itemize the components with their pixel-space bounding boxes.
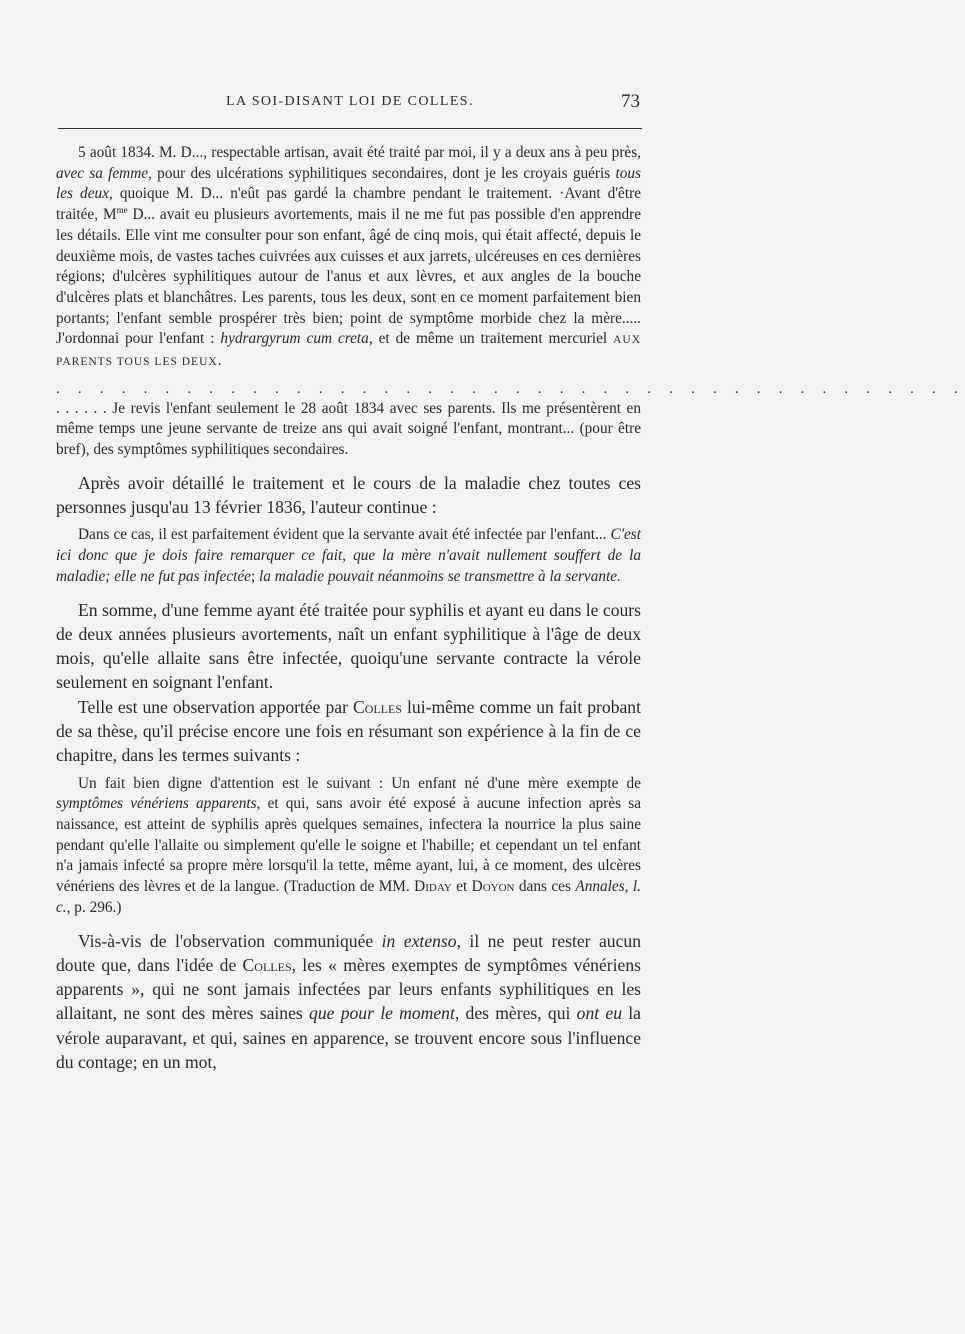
- text-span: dans ces: [514, 878, 576, 896]
- italic-span: symptômes vénériens apparents: [56, 795, 257, 813]
- text-span: , et de même un traitement mercuriel: [368, 330, 614, 348]
- italic-span: avec sa femme: [56, 164, 149, 182]
- summary-paragraph: En somme, d'une femme ayant été traitée pour syphilis et ayant eu dans le cours de deux années plusieurs avortements, naît un enfant syphilitique à l'âge de deux mois, qu'elle allaite sans être infectée, quoiqu'une servante contracte la vérole seulement en soignant l'enfant.: [56, 599, 641, 693]
- small-caps-span: Doyon: [471, 878, 515, 896]
- text-span: la vérole auparavant, et qui, saines en apparence, se trouvent encore sous l'influence du contage; en un mot,: [56, 1003, 641, 1073]
- text-span: Telle est une observation apportée par: [78, 696, 353, 717]
- case-observation-paragraph: [56, 143, 641, 373]
- text-span: , il ne peut rester aucun doute que, dans l'idée de: [56, 930, 641, 975]
- text-span: D... avait eu plusieurs avortements, mais il ne me fut pas possible d'en apprendre les détails. Elle vint me consulter pour son enfant, âgé de cinq mois, qui était affecté, depuis le deuxième mois, de vastes taches cuivrées aux cuisses et aux jarrets, ulcéreuses en ces dernières régions; d'ulcères syphilitiques autour de l'anus et aux lèvres, et aux angles de la bouche d'ulcères plats et blanchâtres. Les parents, tous les deux, sont en ce moment parfaitement bien portants; l'enfant semble prospérer très bien; point de symptôme morbide chez la mère..... J'ordonnai pour l'enfant :: [56, 206, 641, 348]
- italic-span: in extenso: [381, 930, 457, 951]
- text-span: , les « mères exemptes de symptômes vénériens apparents », qui ne sont jamais infectées par leurs enfants syphilitiques en les allaitant, ne sont des mères saines: [56, 954, 641, 1024]
- caps-span: AUX PARENTS TOUS LES DEUX: [56, 334, 642, 369]
- italic-span: hydrargyrum cum creta: [220, 330, 369, 348]
- colles-thesis-paragraph: [56, 695, 641, 768]
- case-followup-paragraph: . . . . . . Je revis l'enfant seulement le 28 août 1834 avec ses parents. Ils me présentèrent en même temps une jeune servante de treize ans qui avait soigné l'enfant, montrant... (pour être bref), des symptômes syphilitiques secondaires.: [56, 399, 641, 459]
- italic-span: C'est ici donc que je dois faire remarquer ce fait, que la mère n'avait nullement souffert de la maladie; elle ne fut pas infectée: [56, 526, 641, 585]
- page-number: 73: [621, 91, 640, 112]
- text-span: , p. 296.): [66, 898, 122, 916]
- quote-paragraph: [56, 525, 641, 587]
- small-caps-span: Colles: [242, 954, 292, 975]
- italic-span: tous les deux: [56, 164, 641, 203]
- ellipsis-line: . . . . . . . . . . . . . . . . . . . . . . . . . . . . . . . . . . . . . . . . . .: [56, 380, 965, 397]
- text-span: Dans ce cas, il est parfaitement évident que la servante avait été infectée par l'enfant...: [78, 526, 611, 544]
- text-span: , des mères, qui: [454, 1003, 577, 1024]
- colles-quote-paragraph: [56, 774, 641, 919]
- text-span: Un fait bien digne d'attention est le suivant : Un enfant né d'une mère exempte de: [78, 774, 641, 792]
- text-span: .: [217, 352, 222, 370]
- text-span: lui-même comme un fait probant de sa thèse, qu'il précise encore une fois en résumant son expérience à la fin de ce chapitre, dans les termes suivants :: [56, 696, 641, 766]
- italic-span: ont eu: [576, 1003, 623, 1024]
- text-span: , pour des ulcérations syphilitiques secondaires, dont je les croyais guéris: [148, 164, 616, 182]
- running-title: LA SOI-DISANT LOI DE COLLES.: [226, 94, 474, 109]
- text-span: , quoique M. D... n'eût pas gardé la chambre pendant le traitement. ·Avant d'être traitée, M: [56, 185, 641, 224]
- italic-span: la maladie pouvait néanmoins se transmettre à la servante.: [259, 567, 621, 585]
- text-span: Vis-à-vis de l'observation communiquée: [78, 930, 382, 951]
- page-body: [56, 143, 965, 1074]
- italic-span: Annales, l. c.: [56, 878, 641, 916]
- text-span: ;: [250, 567, 260, 585]
- text-span: 5 août 1834. M. D..., respectable artisan, avait été traité par moi, il y a deux ans à peu près,: [78, 144, 641, 161]
- page-header: [60, 91, 640, 122]
- small-caps-span: Diday: [414, 878, 452, 896]
- conclusion-paragraph: [56, 929, 641, 1075]
- italic-span: que pour le moment: [309, 1003, 455, 1024]
- text-span: et: [451, 878, 472, 896]
- small-caps-span: Colles: [352, 696, 403, 717]
- author-paragraph: Après avoir détaillé le traitement et le cours de la maladie chez toutes ces personnes jusqu'au 13 février 1836, l'auteur continue :: [56, 472, 641, 518]
- superscript: me: [116, 205, 128, 216]
- text-span: , et qui, sans avoir été exposé à aucune infection après sa naissance, est atteint de syphilis après quelques semaines, infectera la nourrice la plus saine pendant qu'elle l'allaite ou simplement qu'elle le soigne et l'habille; et cependant un tel enfant n'a jamais infecté sa propre mère lorsqu'il la tette, même ayant, lui, à ce moment, des ulcères vénériens des lèvres et de la langue. (Traduction de MM.: [56, 795, 641, 896]
- header-rule: [58, 128, 642, 129]
